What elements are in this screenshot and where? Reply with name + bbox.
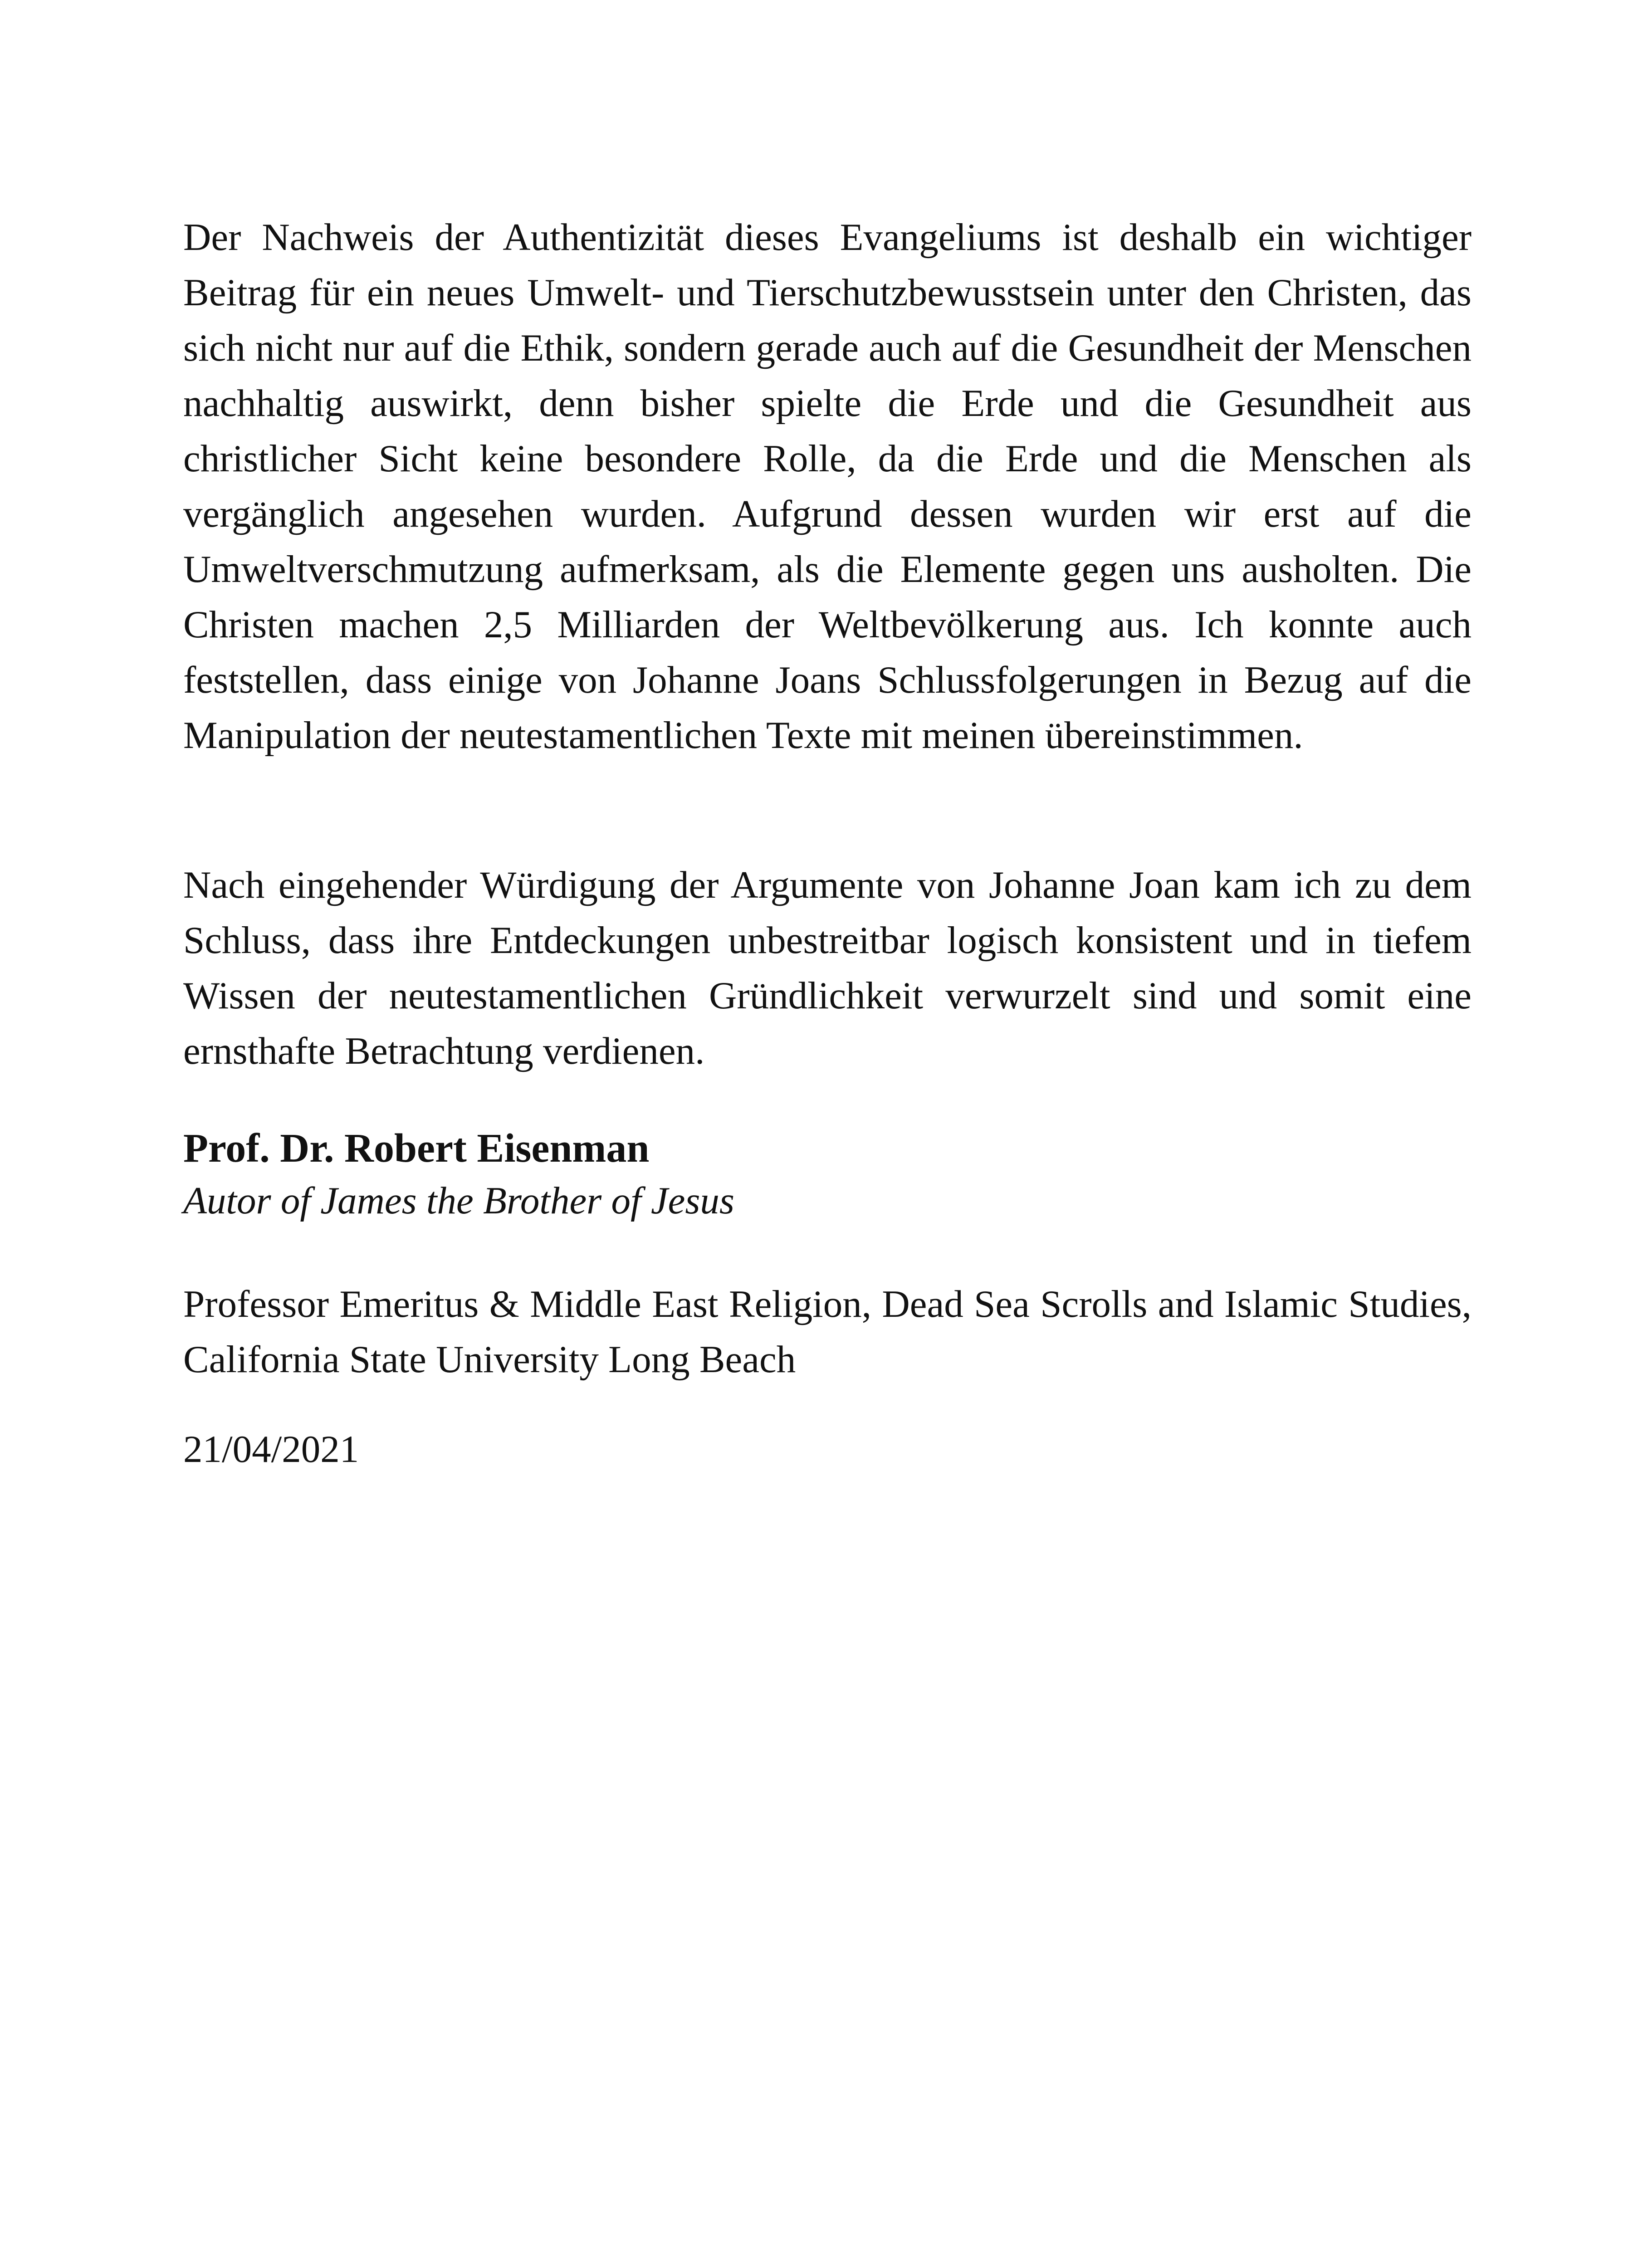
author-book-title: Autor of James the Brother of Jesus [183,1179,734,1222]
body-paragraph: Der Nachweis der Authentizität dieses Evangeliums ist deshalb ein wichtiger Beitrag für ein neues Umwelt- und Tierschutzbewusstsein unter den Christen, das sich nicht nur auf die Ethik, sondern gerade auch auf die Gesundheit der Menschen nachhaltig auswirkt, denn bisher spielte die Erde und die Gesundheit aus christlicher Sicht keine besondere Rolle, da die Erde und die Menschen als vergänglich angesehen wurden. Aufgrund dessen wurden wir erst auf die Umweltverschmutzung aufmerksam, als die Elemente gegen uns ausholten. Die Christen machen 2,5 Milliarden der Weltbevölkerung aus. Ich konnte auch feststellen, dass einige von Johanne Joans Schlussfolgerungen in Bezug auf die Manipulation der neutestamentlichen Texte mit meinen übereinstimmen. [183,216,1472,757]
author-name: Prof. Dr. Robert Eisenman [183,1126,650,1171]
document-date: 21/04/2021 [183,1428,359,1471]
document-content [183,210,1472,1471]
body-paragraph: Nach eingehender Würdigung der Argumente von Johanne Joan kam ich zu dem Schluss, dass ihre Entdeckungen unbestreitbar logisch konsistent und in tiefem Wissen der neutestamentlichen Gründlichkeit verwurzelt sind und somit eine ernsthafte Betrachtung verdienen. [183,864,1472,1072]
author-affiliation: Professor Emeritus & Middle East Religion, Dead Sea Scrolls and Islamic Studies, California State University Long Beach [183,1283,1472,1381]
